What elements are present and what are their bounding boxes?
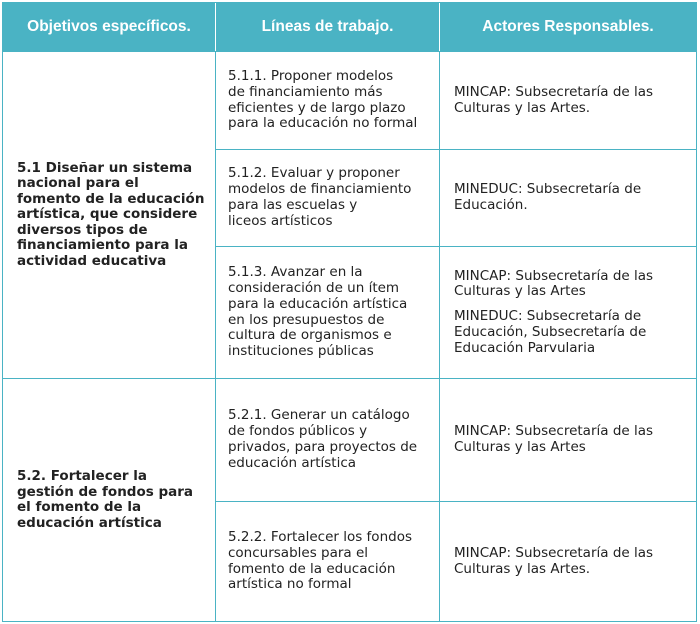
actors-cell <box>440 52 696 149</box>
table-header <box>3 3 696 51</box>
objective-group-5-2 <box>3 378 696 621</box>
actors-cell <box>440 379 696 501</box>
table-row <box>216 379 696 501</box>
actor-entry: MINEDUC: Subsecretaría de Educación. <box>454 181 642 213</box>
actor-entry: MINEDUC: Subsecretaría de Educación, Subsecretaría de Educación Parvularia <box>454 308 647 356</box>
objective-cell: 5.2. Fortalecer la gestión de fondos para el fomento de la educación artística <box>3 379 216 621</box>
header-objectives: Objetivos específicos. <box>3 3 216 51</box>
actor-entry: MINCAP: Subsecretaría de las Culturas y las Artes. <box>454 544 654 577</box>
actors-cell <box>440 150 696 246</box>
table-row <box>216 149 696 246</box>
actors-cell <box>440 247 696 378</box>
table-row <box>216 52 696 149</box>
header-actors: Actores Responsables. <box>482 18 654 35</box>
work-line-cell: 5.1.1. Proponer modelos de financiamiento más eficientes y de largo plazo para la educación no formal <box>216 52 440 149</box>
table-row <box>216 246 696 378</box>
actors-cell <box>440 502 696 621</box>
work-line-cell: 5.1.3. Avanzar en la consideración de un ítem para la educación artística en los presupuestos de cultura de organismos e instituciones públicas <box>216 247 440 378</box>
actor-entry: MINCAP: Subsecretaría de las Culturas y las Artes <box>454 423 654 455</box>
header-work-lines: Líneas de trabajo. <box>216 3 440 51</box>
objective-group-5-1 <box>3 51 696 378</box>
work-line-cell: 5.2.1. Generar un catálogo de fondos públicos y privados, para proyectos de educación artística <box>216 379 440 501</box>
actor-entry: MINCAP: Subsecretaría de las Culturas y las Artes. <box>454 83 654 116</box>
objective-cell: 5.1 Diseñar un sistema nacional para el fomento de la educación artística, que considere diversos tipos de financiamiento para la actividad educativa <box>3 52 216 378</box>
work-line-cell: 5.2.2. Fortalecer los fondos concursables para el fomento de la educación artística no formal <box>216 502 440 621</box>
table-row <box>216 501 696 621</box>
work-line-cell: 5.1.2. Evaluar y proponer modelos de financiamiento para las escuelas y liceos artísticos <box>216 150 440 246</box>
actor-entry: MINCAP: Subsecretaría de las Culturas y las Artes <box>454 267 654 300</box>
objectives-table <box>2 2 697 622</box>
